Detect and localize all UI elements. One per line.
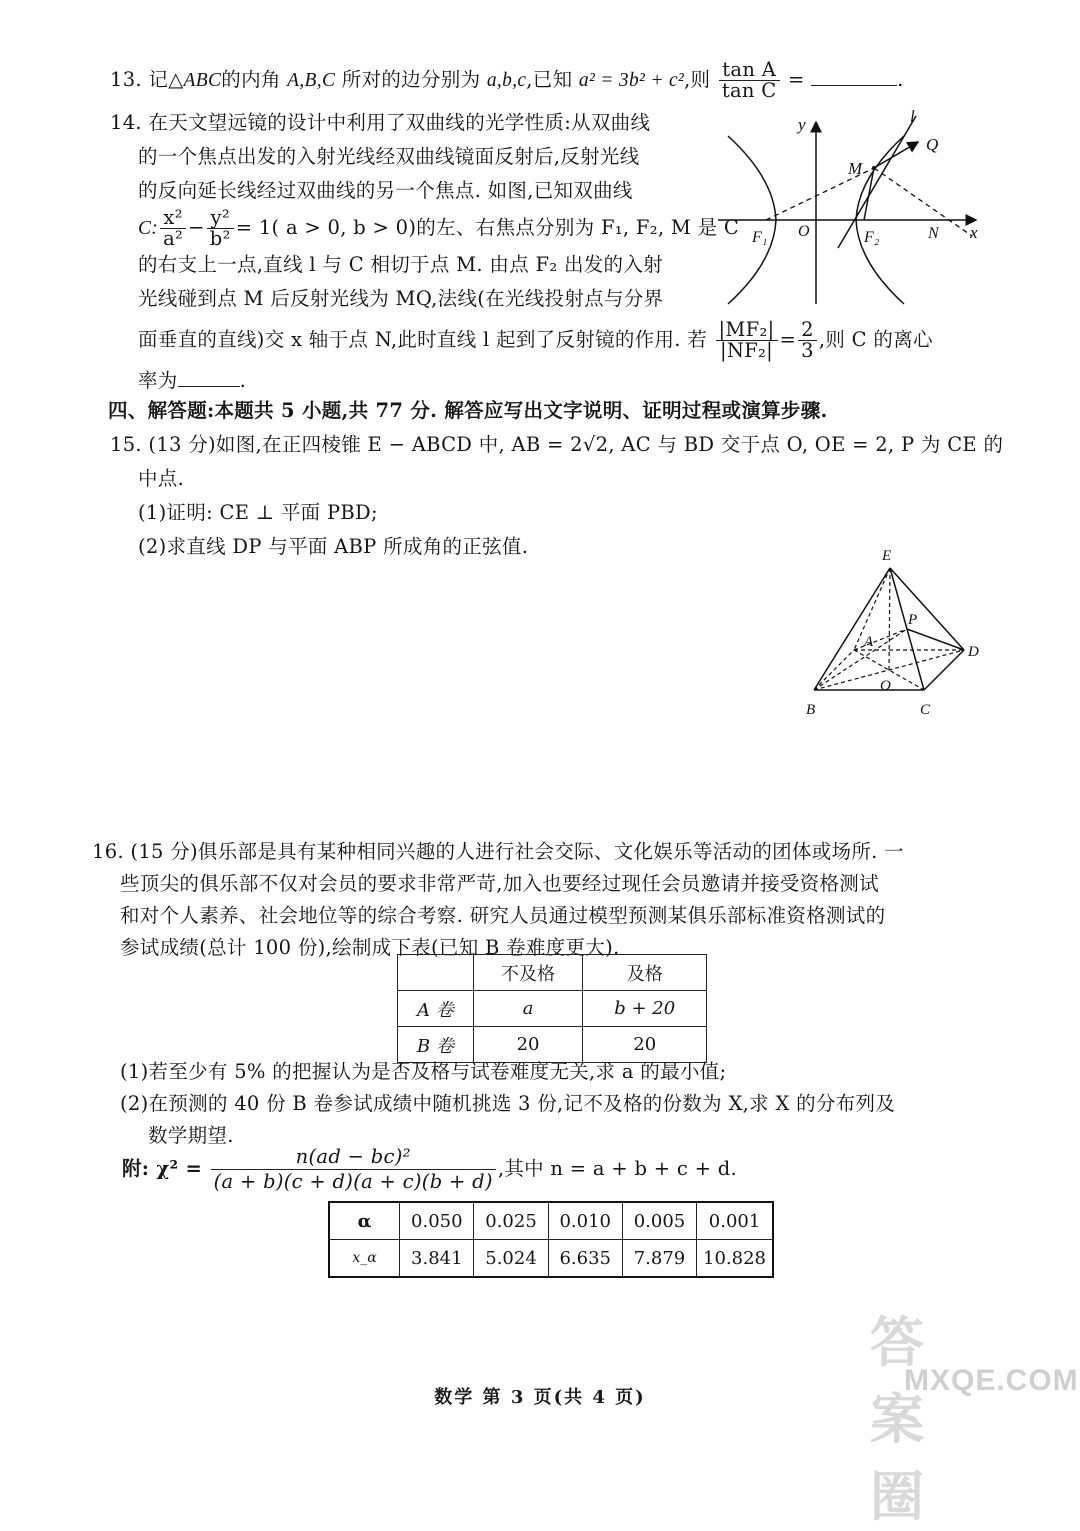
- label-p: P: [908, 612, 918, 628]
- q14-ratio: $\frac{\text{|MF₂|}}{\text{|NF₂|}}$: [716, 320, 778, 361]
- q15-part-2: (2)求直线 DP 与平面 ABP 所成角的正弦值.: [138, 535, 529, 558]
- q13-number: 13.: [110, 68, 142, 91]
- watermark-url: MXQE.COM: [904, 1364, 1079, 1397]
- chi-square-formula: [122, 1144, 1002, 1194]
- table-row: B 卷 20 20: [398, 1027, 707, 1063]
- reflected-ray-mq: [874, 142, 918, 168]
- critical-value-table: [328, 1201, 774, 1278]
- q14-fraction-y: $\frac{\text{y²}}{\text{b²}}$: [207, 208, 234, 249]
- q15-line: 中点.: [138, 467, 185, 490]
- table-row: α 0.050 0.025 0.010 0.005 0.001: [329, 1202, 773, 1240]
- q13-text: 所对的边分别为: [341, 68, 481, 91]
- q16-line: 参试成绩(总计 100 份),绘制成下表(已知 B 卷难度更大).: [120, 936, 620, 959]
- table-header-row: 不及格 及格: [398, 955, 707, 991]
- q14-line: ,则 C 的离心: [818, 328, 933, 351]
- question-13: 13. 记△ABC的内角 A,B,C 所对的边分别为 a,b,c,已知 a² = 3b² + c²,则 $\frac{\text{tan A}}{\text{tan C}}$ = .: [110, 58, 904, 102]
- q14-line: 的右支上一点,直线 l 与 C 相切于点 M. 由点 F₂ 出发的入射: [138, 253, 663, 276]
- q13-text: 的内角: [221, 68, 281, 91]
- q16-contingency-table: [397, 954, 707, 1063]
- q16-line: 些顶尖的俱乐部不仅对会员的要求非常严苛,加入也要经过现任会员邀请并接受资格测试: [120, 872, 879, 895]
- q16-part-2-cont: 数学期望.: [148, 1124, 234, 1147]
- formula-label: 附: χ² =: [122, 1157, 203, 1180]
- q14-line: 面垂直的直线)交 x 轴于点 N,此时直线 l 起到了反射镜的作用. 若: [138, 328, 708, 351]
- point-m: [872, 166, 876, 170]
- q16-part-2: (2)在预测的 40 份 B 卷参试成绩中随机挑选 3 份,记不及格的份数为 X,求 X 的分布列及: [120, 1092, 896, 1115]
- question-16: [92, 836, 992, 964]
- label-o: O: [798, 223, 810, 240]
- q13-triangle: ABC: [183, 70, 222, 91]
- label-b: B: [806, 702, 816, 718]
- q14-line: 14. 在天文望远镜的设计中利用了双曲线的光学性质:从双曲线: [110, 111, 651, 134]
- label-f1: F₁: [752, 229, 768, 246]
- table-row: x_α 3.841 5.024 6.635 7.879 10.828: [329, 1240, 773, 1278]
- hyperbola-figure: [714, 108, 986, 308]
- formula-tail: ,其中 n = a + b + c + d.: [497, 1157, 738, 1180]
- q13-equation: a² = 3b² + c²: [578, 70, 685, 91]
- label-f2: F₂: [864, 229, 880, 246]
- q13-fraction: $\frac{\text{tan A}}{\text{tan C}}$: [719, 60, 780, 101]
- height-eo: [889, 568, 890, 670]
- label-q: Q: [926, 135, 939, 154]
- q13-text: ,则: [684, 68, 711, 91]
- edge-cd: [924, 650, 964, 690]
- label-n: N: [928, 225, 939, 242]
- label-c: C: [920, 702, 931, 718]
- q15-part-1: (1)证明: CE ⊥ 平面 PBD;: [138, 501, 378, 524]
- q15-line: 15. (13 分)如图,在正四棱锥 E − ABCD 中, AB = 2√2, AC 与 BD 交于点 O, OE = 2, P 为 CE 的: [110, 433, 1004, 456]
- q14-line: 光线碰到点 M 后反射光线为 MQ,法线(在光线投射点与分界: [138, 287, 664, 310]
- q14-line: 的反向延长线经过双曲线的另一个焦点. 如图,已知双曲线: [138, 179, 633, 202]
- label-x: x: [970, 223, 978, 242]
- page-footer: 数学 第 3 页(共 4 页): [434, 1387, 646, 1408]
- question-14: 14. 在天文望远镜的设计中利用了双曲线的光学性质:从双曲线 的一个焦点出发的入射光线经双曲线镜面反射后,反射光线 的反向延长线经过双曲线的另一个焦点. 如图,已知双曲线 C: $\frac{\text{x²}}{\text{a²}}$ − $\frac{\text{y²}}{\text{b²}}$ = 1( a > 0, b > 0)的左、右焦点分别为 F₁, F₂, M 是 C 的右支上一点,直线 l 与 C 相切于点 M. 由点 F₂ 出发的入射 光线碰到点 M 后反射光线为 MQ,法线(在光线投射点与分界 面垂直的直线)交 x 轴于点 N,此时直线 l 起到了反射镜的作用. 若 $\frac{\text{|MF₂|}}{\text{|NF₂|}}$ = $\frac{2}{3}$ ,则 C 的离心 率为 .: [110, 106, 990, 398]
- q14-fraction-x: $\frac{\text{x²}}{\text{a²}}$: [160, 208, 186, 249]
- label-d: D: [968, 644, 979, 660]
- segment-bp: [814, 629, 907, 690]
- label-o: O: [880, 678, 891, 694]
- q14-answer-blank[interactable]: [178, 385, 240, 387]
- q14-line: = 1( a > 0, b > 0)的左、右焦点分别为 F₁, F₂, M 是 C: [235, 216, 740, 239]
- q16-line: 和对个人素养、社会地位等的综合考察. 研究人员通过模型预测某俱乐部标准资格测试的: [120, 904, 886, 927]
- q14-line: 的一个焦点出发的入射光线经双曲线镜面反射后,反射光线: [138, 145, 640, 168]
- q14-curve-name: C:: [138, 218, 159, 239]
- label-a: A: [864, 634, 874, 650]
- label-l: l: [910, 108, 915, 126]
- watermark-logo: 答案圈: [870, 1313, 926, 1527]
- pyramid-figure: [798, 544, 994, 722]
- edge-eb: [814, 568, 890, 690]
- ray-f2-to-m: [864, 168, 874, 220]
- q13-text: 记△: [148, 68, 184, 91]
- label-m: M: [848, 159, 863, 178]
- q14-ratio-value: $\frac{2}{3}$: [798, 320, 817, 361]
- formula-fraction: $\frac{\text{n(ad − bc)²}}{(a + b)(c + d)(a + c)(b + d)}$: [211, 1145, 496, 1194]
- q13-text: ,已知: [526, 68, 573, 91]
- q13-sides: a,b,c: [486, 70, 527, 91]
- section-4-heading: 四、解答题:本题共 5 小题,共 77 分. 解答应写出文字说明、证明过程或演算步骤.: [108, 399, 828, 422]
- table-row: A 卷 a b + 20: [398, 991, 707, 1027]
- label-y: y: [798, 115, 806, 134]
- q13-equals: =: [788, 68, 805, 91]
- q13-angles: A,B,C: [287, 70, 336, 91]
- q16-part-1: (1)若至少有 5% 的把握认为是否及格与试卷难度无关,求 a 的最小值;: [120, 1060, 727, 1083]
- label-e: E: [882, 548, 892, 564]
- normal-line-dashed: [874, 168, 972, 236]
- q13-answer-blank[interactable]: [811, 84, 897, 86]
- question-16-parts: [120, 1056, 1000, 1152]
- q14-line: 率为: [138, 369, 178, 392]
- q16-line: 16. (15 分)俱乐部是具有某种相同兴趣的人进行社会交际、文化娱乐等活动的团体或场所. 一: [92, 840, 904, 863]
- edge-ab: [814, 650, 854, 690]
